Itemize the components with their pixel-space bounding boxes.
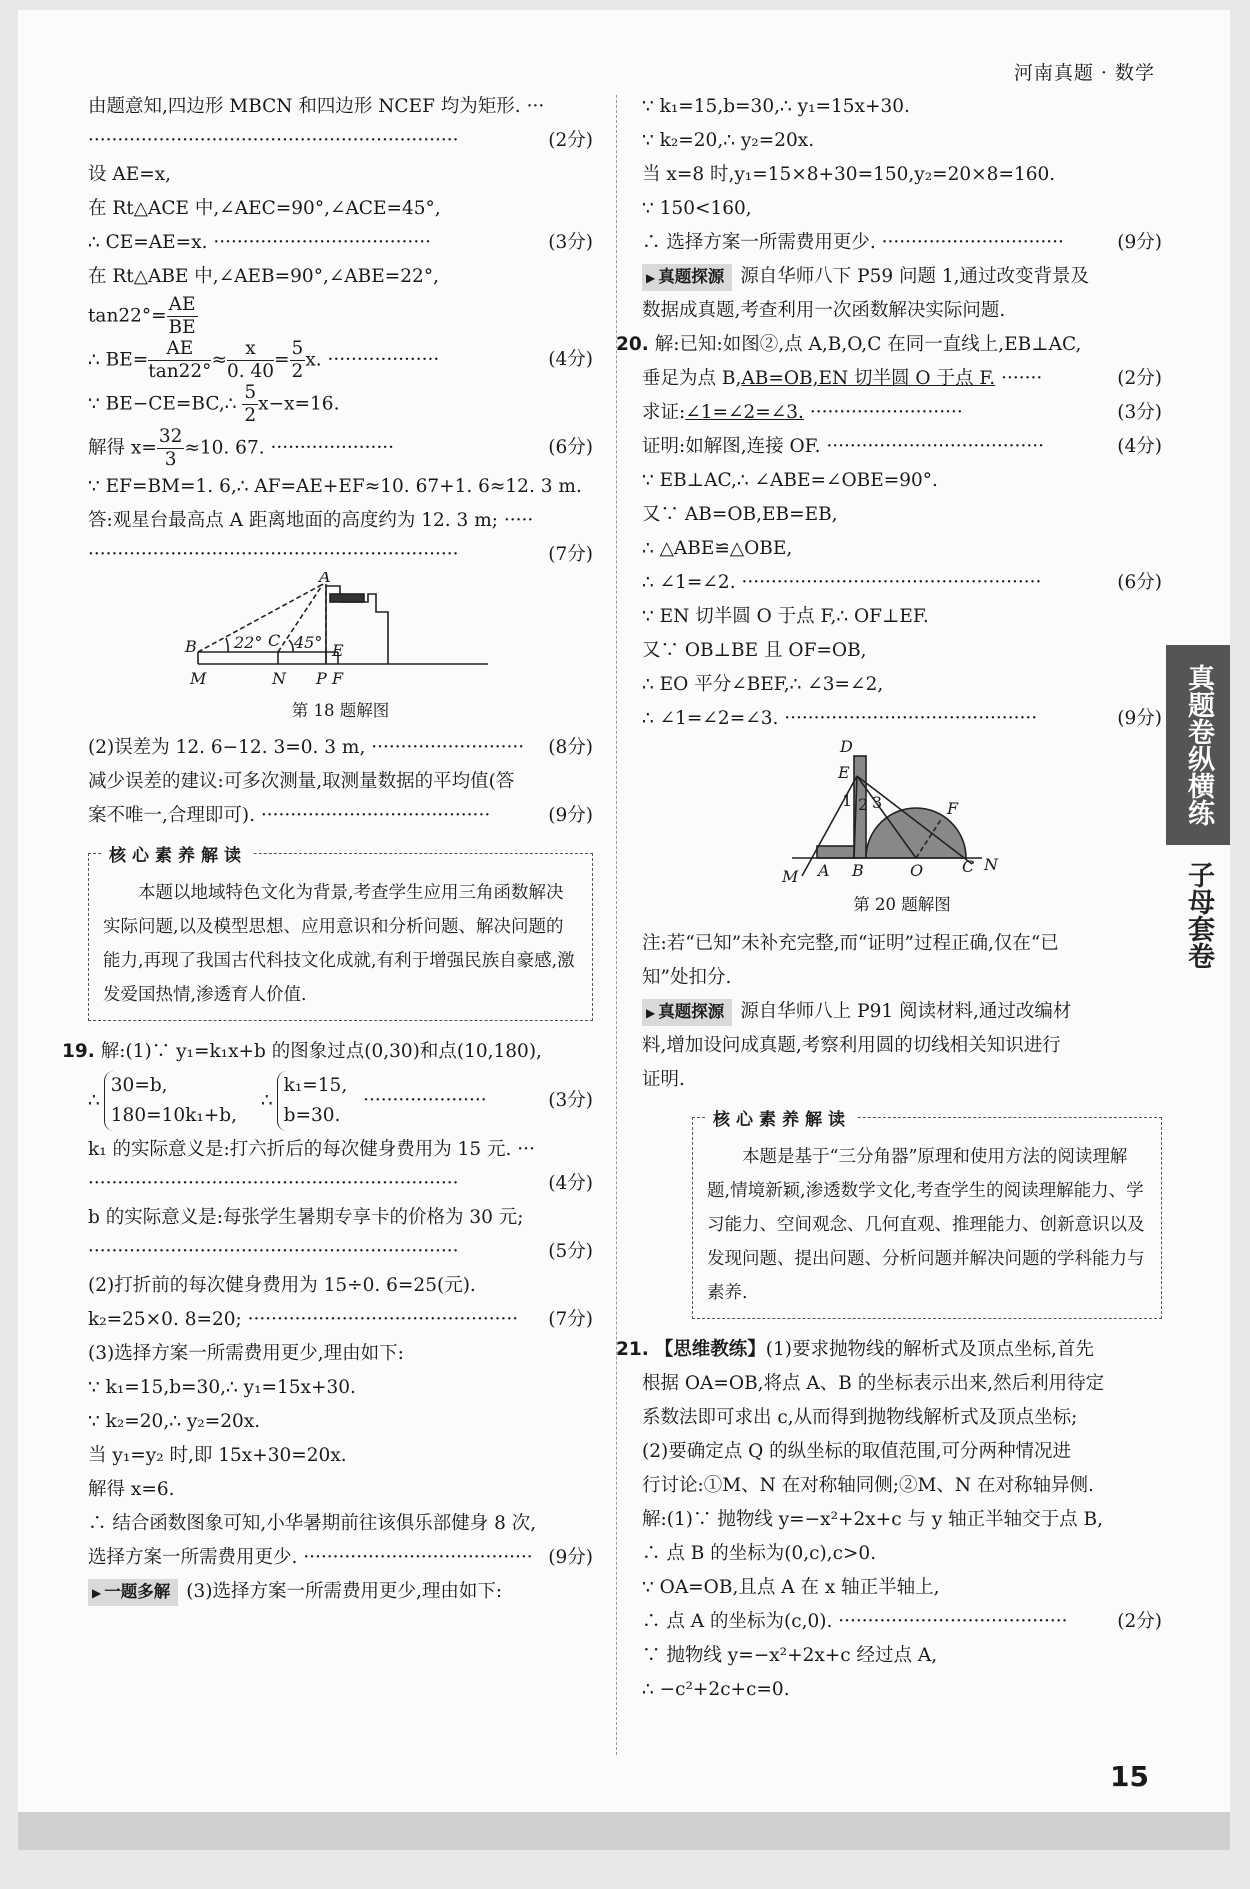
sol-prefix: 解得 x= — [88, 437, 157, 459]
source-1-line-1 — [642, 260, 1162, 294]
solve-line — [88, 426, 593, 470]
bc-line — [88, 382, 593, 426]
text-line — [88, 1303, 593, 1337]
core-literacy-text-20: 本题是基于“三分角器”原理和使用方法的阅读理解题,情境新颖,渗透数学文化,考查学生的阅读理解能力、学习能力、空间观念、几何直观、推理能力、创新意识以及发现问题、提出问题、分析问题并解决问题的学科能力与素养. — [707, 1147, 1145, 1303]
fig18-angle-22: 22° — [234, 633, 263, 652]
line-text: ······························································· — [88, 130, 459, 151]
source-2-text-1: 源自华师八上 P91 阅读材料,通过改编材 — [740, 1001, 1072, 1022]
source-2-line-1 — [642, 995, 1162, 1029]
line-text: 解:(1)∵ 抛物线 y=−x²+2x+c 与 y 轴正半轴交于点 B, — [642, 1509, 1104, 1530]
line-text: 根据 OA=OB,将点 A、B 的坐标表示出来,然后利用待定 — [642, 1373, 1105, 1394]
line-score: (9分) — [1117, 708, 1162, 729]
text-line — [642, 226, 1162, 260]
be-prefix: ∴ BE= — [88, 349, 149, 371]
line-text: ∴ 选择方案一所需费用更少. ······························· — [642, 232, 1064, 253]
text-line — [88, 124, 593, 158]
line-score: (9分) — [1117, 232, 1162, 253]
sol-score: (6分) — [548, 437, 593, 458]
text-line — [88, 1201, 593, 1235]
q20-line-3 — [642, 396, 1162, 430]
left-lines-4 — [88, 1133, 593, 1575]
text-line — [642, 532, 1162, 566]
fig18-label-a: A — [319, 572, 331, 586]
text-line — [642, 1571, 1162, 1605]
line-text: ······························································· — [88, 544, 459, 565]
line-score: (4分) — [1117, 436, 1162, 457]
line-text: ······························································· — [88, 1173, 459, 1194]
tan-den: BE — [168, 317, 196, 338]
fig20-angle-2: 2 — [858, 795, 869, 814]
sol-tail: ≈10. 67. ····················· — [184, 437, 394, 459]
sol-n: 32 — [158, 426, 183, 447]
text-line — [616, 1333, 1162, 1367]
line-text: k₁ 的实际意义是:打六折后的每次健身费用为 15 元. ··· — [88, 1139, 535, 1160]
be-score: (4分) — [548, 349, 593, 370]
bc-tail: x−x=16. — [258, 393, 340, 415]
line-text: 案不唯一,合理即可). ······································· — [88, 805, 491, 826]
left-lines-3 — [88, 731, 593, 833]
line-text: ∴ 点 B 的坐标为(0,c),c>0. — [642, 1543, 877, 1564]
note-line-2 — [642, 961, 1162, 995]
line-score: (6分) — [1117, 572, 1162, 593]
text-line — [88, 1167, 593, 1201]
core-literacy-title-20: 核心素养解读 — [707, 1103, 857, 1137]
fig20-label-a: A — [818, 861, 830, 880]
line-score: (4分) — [548, 1173, 593, 1194]
q20-l2-underlined: AB=OB,EN 切半圆 O 于点 F. — [741, 368, 996, 389]
fig20-label-c: C — [962, 857, 975, 876]
line-score: (8分) — [548, 737, 593, 758]
source-2-tag: ▶ 真题探源 — [642, 999, 732, 1026]
multi-solution-line — [88, 1575, 593, 1609]
line-score: (7分) — [548, 544, 593, 565]
text-line — [88, 1541, 593, 1575]
fig18-label-c: C — [268, 631, 281, 650]
text-line — [88, 260, 593, 294]
line-text: ∵ EN 切半圆 O 于点 F,∴ OF⊥EF. — [642, 606, 929, 627]
be-n3: 5 — [291, 338, 304, 359]
text-line — [642, 464, 1162, 498]
be-tail: x. ··················· — [305, 349, 440, 371]
q19-system-line: ∴30=b, 180=10k₁+b, ∴k₁=15, b=30. ····················· (3分) — [88, 1069, 593, 1133]
line-score: (7分) — [548, 1309, 593, 1330]
be-d2: 0. 40 — [226, 361, 275, 382]
q19-system-2 — [277, 1071, 348, 1131]
line-text: 设 AE=x, — [88, 164, 172, 185]
text-line — [642, 124, 1162, 158]
text-line — [642, 600, 1162, 634]
q20-l2a: 垂足为点 B, — [642, 368, 742, 389]
fig18-angle-45: 45° — [294, 633, 323, 652]
source-1-tag: ▶ 真题探源 — [642, 264, 732, 291]
line-text: 行讨论:①M、N 在对称轴同侧;②M、N 在对称轴异侧. — [642, 1475, 1094, 1496]
line-text: 在 Rt△ACE 中,∠AEC=90°,∠ACE=45°, — [88, 198, 441, 219]
text-line — [88, 1371, 593, 1405]
bc-prefix: ∵ BE−CE=BC,∴ — [88, 393, 243, 415]
text-line — [642, 702, 1162, 736]
fig18-label-p: P — [316, 669, 327, 688]
line-score: (9分) — [548, 1547, 593, 1568]
source-1-text-2: 数据成真题,考查利用一次函数解决实际问题. — [642, 300, 1006, 321]
fig20-angle-1: 1 — [842, 791, 853, 810]
line-score: (2分) — [1117, 1611, 1162, 1632]
q20-number: 20. — [616, 334, 649, 355]
sol-frac — [157, 426, 185, 471]
text-line — [642, 1367, 1162, 1401]
be-frac-1 — [148, 338, 211, 383]
side-tab: 真题卷纵横练 — [1166, 645, 1230, 845]
line-text: ∵ k₁=15,b=30,∴ y₁=15x+30. — [88, 1377, 356, 1398]
text-line — [642, 192, 1162, 226]
q20-l3a: 求证: — [642, 402, 686, 423]
line-text: ∵ 150<160, — [642, 198, 752, 219]
bc-n: 5 — [244, 382, 257, 403]
be-eq: = — [274, 349, 290, 371]
q20-l3-underlined: ∠1=∠2=∠3. — [685, 402, 804, 423]
bc-frac — [242, 382, 258, 427]
q20-l2-score: (2分) — [1117, 368, 1162, 389]
line-text: ∴ 结合函数图象可知,小华暑期前往该俱乐部健身 8 次, — [88, 1513, 537, 1534]
left-lines-2 — [88, 470, 593, 572]
line-text: 系数法即可求出 c,从而得到抛物线解析式及顶点坐标; — [642, 1407, 1078, 1428]
text-line — [642, 634, 1162, 668]
fig18-label-f: F — [332, 669, 344, 688]
be-d1: tan22° — [148, 361, 212, 382]
line-text: 当 y₁=y₂ 时,即 15x+30=20x. — [88, 1445, 347, 1466]
text-line — [88, 226, 593, 260]
figure-18-diagram — [88, 572, 593, 692]
fig20-label-b: B — [852, 861, 864, 880]
line-text: ∴ △ABE≌△OBE, — [642, 538, 793, 559]
text-line — [88, 1337, 593, 1371]
line-text: 证明:如解图,连接 OF. ····································· — [642, 436, 1044, 457]
text-line — [642, 668, 1162, 702]
q21-tag: 【思维教练】 — [654, 1339, 766, 1360]
text-line — [88, 90, 593, 124]
note-text-1: 注:若“已知”未补充完整,而“证明”过程正确,仅在“已 — [642, 933, 1059, 954]
right-lines-3 — [616, 1333, 1162, 1707]
text-line — [642, 566, 1162, 600]
fig18-label-n: N — [272, 669, 286, 688]
line-text: 又∵ AB=OB,EB=EB, — [642, 504, 838, 525]
line-text: ∵ k₂=20,∴ y₂=20x. — [642, 130, 815, 151]
q20-l3b: ·························· — [803, 402, 963, 423]
line-text: (1)要求抛物线的解析式及顶点坐标,首先 — [765, 1339, 1094, 1360]
q19-sys1a: 30=b, — [110, 1075, 168, 1096]
be-n1: AE — [148, 338, 211, 361]
line-score: (9分) — [548, 805, 593, 826]
text-line — [642, 1673, 1162, 1707]
fig20-label-n: N — [984, 855, 998, 874]
source-1-line-2 — [642, 294, 1162, 328]
tan-line — [88, 294, 593, 338]
text-line — [642, 1639, 1162, 1673]
text-line — [88, 1235, 593, 1269]
line-text: 减少误差的建议:可多次测量,取测量数据的平均值(答 — [88, 771, 515, 792]
text-line — [642, 430, 1162, 464]
fig20-label-e: E — [838, 763, 850, 782]
line-score: (5分) — [548, 1241, 593, 1262]
be-n2: x — [227, 338, 274, 361]
q20-text-1: 解:已知:如图②,点 A,B,O,C 在同一直线上,EB⊥AC, — [654, 334, 1082, 355]
fig20-label-o: O — [910, 861, 924, 880]
text-line — [88, 1405, 593, 1439]
line-text: (2)误差为 12. 6−12. 3=0. 3 m, ·························· — [88, 737, 525, 758]
fig20-angle-3: 3 — [872, 793, 883, 812]
be-line — [88, 338, 593, 382]
fig20-label-d: D — [840, 737, 853, 756]
line-text: k₂=25×0. 8=20; ·············································· — [88, 1309, 519, 1330]
right-column — [616, 90, 1162, 1707]
be-frac-3 — [290, 338, 306, 383]
figure-18-caption: 第 18 题解图 — [291, 701, 390, 720]
q19-number: 19. — [62, 1041, 95, 1062]
running-header: 河南真题 · 数学 — [1013, 62, 1155, 84]
line-text: ∴ −c²+2c+c=0. — [642, 1679, 790, 1700]
text-line — [88, 1473, 593, 1507]
text-line — [88, 470, 593, 504]
multi-solution-tag: ▶ 一题多解 — [88, 1579, 178, 1606]
side-tab-sub: 子母套卷 — [1183, 861, 1214, 969]
text-line — [642, 1537, 1162, 1571]
footer-band — [18, 1812, 1230, 1850]
sol-d: 3 — [164, 449, 177, 470]
line-text: ∵ EB⊥AC,∴ ∠ABE=∠OBE=90°. — [642, 470, 938, 491]
text-line — [88, 1269, 593, 1303]
figure-20-caption: 第 20 题解图 — [853, 895, 951, 914]
line-text: ······························································· — [88, 1241, 459, 1262]
text-line — [88, 731, 593, 765]
tan-num: AE — [168, 294, 196, 315]
text-line — [88, 504, 593, 538]
source-1-text-1: 源自华师八下 P59 问题 1,通过改变背景及 — [740, 266, 1090, 287]
line-score: (3分) — [548, 232, 593, 253]
line-text: ∵ 抛物线 y=−x²+2x+c 经过点 A, — [642, 1645, 938, 1666]
q20-line-1 — [616, 328, 1162, 362]
note-text-2: 知”处扣分. — [642, 967, 732, 988]
line-text: ∵ k₂=20,∴ y₂=20x. — [88, 1411, 261, 1432]
text-line — [642, 1435, 1162, 1469]
text-line — [88, 1507, 593, 1541]
line-text: 由题意知,四边形 MBCN 和四边形 NCEF 均为矩形. ··· — [88, 96, 545, 117]
q20-l3-score: (3分) — [1117, 402, 1162, 423]
q19-first-text: 解:(1)∵ y₁=k₁x+b 的图象过点(0,30)和点(10,180), — [100, 1041, 542, 1062]
tan-fraction — [167, 294, 198, 339]
line-text: ∴ ∠1=∠2=∠3. ··········································· — [642, 708, 1038, 729]
text-line — [88, 765, 593, 799]
left-lines-1 — [88, 90, 593, 294]
core-literacy-title-18: 核心素养解读 — [103, 839, 253, 873]
be-d3: 2 — [291, 361, 304, 382]
line-text: 当 x=8 时,y₁=15×8+30=150,y₂=20×8=160. — [642, 164, 1056, 185]
text-line — [88, 158, 593, 192]
page-number: 15 — [1110, 1760, 1149, 1793]
q20-l2b: ······· — [995, 368, 1043, 389]
text-line — [642, 1605, 1162, 1639]
right-lines-2 — [642, 430, 1162, 736]
core-literacy-box-20 — [692, 1110, 1162, 1319]
text-line — [642, 1401, 1162, 1435]
line-text: (3)选择方案一所需费用更少,理由如下: — [88, 1343, 404, 1364]
text-line — [642, 1469, 1162, 1503]
line-text: ∵ k₁=15,b=30,∴ y₁=15x+30. — [642, 96, 910, 117]
text-line — [642, 1503, 1162, 1537]
text-line — [642, 158, 1162, 192]
line-text: ∴ ∠1=∠2. ··················································· — [642, 572, 1042, 593]
line-text: ∴ CE=AE=x. ····································· — [88, 232, 431, 253]
q19-sys2b: b=30. — [283, 1105, 341, 1126]
tan-prefix: tan22°= — [88, 305, 167, 327]
source-2-text-3: 证明. — [642, 1069, 685, 1090]
text-line — [88, 192, 593, 226]
core-literacy-text-18: 本题以地域特色文化为背景,考查学生应用三角函数解决实际问题,以及模型思想、应用意识和分析问题、解决问题的能力,再现了我国古代科技文化成就,有利于增强民族自豪感,激发爱国热情,渗透育人价值. — [103, 883, 575, 1005]
text-line — [88, 538, 593, 572]
q20-line-2 — [642, 362, 1162, 396]
fig20-label-m: M — [782, 867, 799, 886]
note-line-1 — [642, 927, 1162, 961]
bc-d: 2 — [244, 405, 257, 426]
q21-number: 21. — [616, 1339, 649, 1360]
line-text: 在 Rt△ABE 中,∠AEB=90°,∠ABE=22°, — [88, 266, 439, 287]
q19-system-1 — [104, 1071, 237, 1131]
line-score: (2分) — [548, 130, 593, 151]
source-2-text-2: 料,增加设问成真题,考察利用圆的切线相关知识进行 — [642, 1035, 1061, 1056]
text-line — [88, 1133, 593, 1167]
q19-first-line — [62, 1035, 593, 1069]
left-column — [62, 90, 593, 1609]
line-text: ∵ OA=OB,且点 A 在 x 轴正半轴上, — [642, 1577, 940, 1598]
line-text: 答:观星台最高点 A 距离地面的高度约为 12. 3 m; ····· — [88, 510, 534, 531]
fig18-label-m: M — [190, 669, 207, 688]
text-line — [642, 498, 1162, 532]
source-2-line-3 — [642, 1063, 1162, 1097]
q19-sys-score: (3分) — [548, 1090, 593, 1111]
q19-sys1b: 180=10k₁+b, — [110, 1105, 237, 1126]
fig20-label-f: F — [947, 799, 959, 818]
core-literacy-box-18 — [88, 846, 593, 1021]
figure-20-diagram — [642, 736, 1162, 886]
source-2-line-2 — [642, 1029, 1162, 1063]
fig18-label-e: E — [332, 641, 344, 660]
line-text: (2)打折前的每次健身费用为 15÷0. 6=25(元). — [88, 1275, 476, 1296]
figure-20 — [642, 736, 1162, 915]
line-text: (2)要确定点 Q 的纵坐标的取值范围,可分两种情况进 — [642, 1441, 1072, 1462]
line-text: b 的实际意义是:每张学生暑期专享卡的价格为 30 元; — [88, 1207, 524, 1228]
multi-solution-text: (3)选择方案一所需费用更少,理由如下: — [186, 1581, 503, 1602]
figure-18 — [88, 572, 593, 721]
line-text: ∵ EF=BM=1. 6,∴ AF=AE+EF≈10. 67+1. 6≈12. 3 m. — [88, 476, 582, 497]
be-frac-2 — [227, 338, 274, 383]
be-mid: ≈ — [211, 349, 227, 371]
line-text: 又∵ OB⊥BE 且 OF=OB, — [642, 640, 867, 661]
line-text: ∴ EO 平分∠BEF,∴ ∠3=∠2, — [642, 674, 884, 695]
fig18-label-b: B — [185, 637, 197, 656]
right-lines-1 — [642, 90, 1162, 260]
line-text: ∴ 点 A 的坐标为(c,0). ······································· — [642, 1611, 1068, 1632]
text-line — [88, 1439, 593, 1473]
text-line — [88, 799, 593, 833]
line-text: 解得 x=6. — [88, 1479, 175, 1500]
q19-sys2a: k₁=15, — [283, 1075, 348, 1096]
text-line — [642, 90, 1162, 124]
line-text: 选择方案一所需费用更少. ······································· — [88, 1547, 533, 1568]
